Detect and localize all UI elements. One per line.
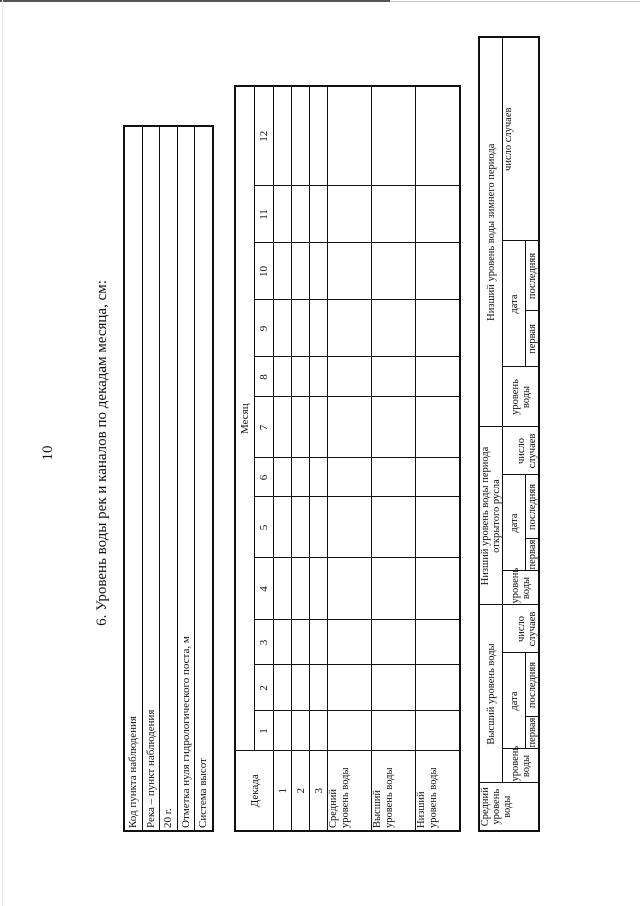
month-header: 4	[255, 558, 274, 620]
height-system-field[interactable]: Система высот	[195, 126, 213, 831]
value-cell[interactable]	[274, 620, 292, 665]
value-cell[interactable]	[292, 458, 310, 497]
value-cell[interactable]	[416, 397, 461, 458]
value-cell[interactable]	[292, 86, 310, 186]
last-date-subheader: последняя	[526, 653, 540, 717]
value-cell[interactable]	[416, 243, 461, 300]
value-cell[interactable]	[310, 357, 328, 397]
value-cell[interactable]	[310, 665, 328, 711]
value-cell[interactable]	[310, 86, 328, 186]
section-title: 6. Уровень воды рек и каналов по декадам месяца, см:	[94, 280, 110, 626]
month-header: 10	[255, 243, 274, 300]
value-cell[interactable]	[310, 458, 328, 497]
value-cell[interactable]	[328, 397, 372, 458]
first-date-subheader: первая	[526, 539, 538, 570]
low-open-channel-header: Низший уровень воды периода открытого русла	[479, 427, 503, 605]
value-cell[interactable]	[274, 558, 292, 620]
date-subheader: дата	[503, 653, 526, 749]
value-cell[interactable]	[310, 186, 328, 243]
value-cell[interactable]	[328, 86, 372, 186]
value-cell[interactable]	[372, 86, 416, 186]
value-cell[interactable]	[292, 620, 310, 665]
value-cell[interactable]	[328, 497, 372, 558]
month-header: 11	[255, 186, 274, 243]
value-cell[interactable]	[416, 186, 461, 243]
value-cell[interactable]	[292, 497, 310, 558]
value-cell[interactable]	[416, 458, 461, 497]
value-cell[interactable]	[416, 620, 461, 665]
value-cell[interactable]	[292, 558, 310, 620]
value-cell[interactable]	[310, 620, 328, 665]
highest-level-header: Высший уровень воды	[479, 605, 503, 783]
value-cell[interactable]	[274, 497, 292, 558]
low-winter-header: Низший уровень воды зимнего периода	[479, 37, 503, 427]
first-date-subheader: первая	[526, 311, 540, 367]
value-cell[interactable]	[328, 243, 372, 300]
page-number: 10	[40, 445, 56, 461]
value-cell[interactable]	[372, 397, 416, 458]
station-code-field[interactable]: Код пункта наблюдения	[124, 126, 142, 831]
value-cell[interactable]	[292, 300, 310, 357]
value-cell[interactable]	[310, 711, 328, 751]
value-cell[interactable]	[372, 620, 416, 665]
level-subheader: уровень воды	[503, 571, 540, 605]
value-cell[interactable]	[292, 357, 310, 397]
value-cell[interactable]	[274, 186, 292, 243]
value-cell[interactable]	[274, 397, 292, 458]
decade-row-label: 1	[274, 751, 292, 831]
decade-row-label: 3	[310, 751, 328, 831]
value-cell[interactable]	[416, 711, 461, 751]
value-cell[interactable]	[274, 86, 292, 186]
month-header: 1	[255, 711, 274, 751]
value-cell[interactable]	[274, 243, 292, 300]
value-cell[interactable]	[416, 300, 461, 357]
annual-summary-table	[478, 36, 540, 832]
value-cell[interactable]	[292, 711, 310, 751]
mean-level-row-label: Средний уровень воды	[328, 751, 372, 831]
count-subheader: число случаев	[503, 605, 540, 653]
date-subheader: дата	[503, 241, 526, 367]
year-field[interactable]: 20 г.	[160, 126, 178, 831]
value-cell[interactable]	[416, 497, 461, 558]
value-cell[interactable]	[416, 558, 461, 620]
value-cell[interactable]	[328, 458, 372, 497]
month-column-header: Месяц	[235, 86, 255, 751]
value-cell[interactable]	[372, 497, 416, 558]
value-cell[interactable]	[328, 357, 372, 397]
value-cell[interactable]	[372, 300, 416, 357]
value-cell[interactable]	[274, 357, 292, 397]
river-station-field[interactable]: Река – пункт наблюдения	[142, 126, 160, 831]
zero-mark-field[interactable]: Отметка нуля гидрологического поста, м	[177, 126, 195, 831]
station-info-table	[123, 125, 214, 832]
month-header: 6	[255, 458, 274, 497]
value-cell[interactable]	[310, 558, 328, 620]
last-date-subheader: последняя	[526, 475, 540, 539]
value-cell[interactable]	[328, 558, 372, 620]
count-subheader: число случаев	[503, 37, 540, 241]
value-cell[interactable]	[274, 665, 292, 711]
date-subheader: дата	[503, 475, 526, 571]
value-cell[interactable]	[328, 300, 372, 357]
count-subheader: число случаев	[503, 427, 540, 475]
value-cell[interactable]	[310, 300, 328, 357]
decade-level-table	[234, 85, 461, 832]
value-cell[interactable]	[274, 458, 292, 497]
month-header: 5	[255, 497, 274, 558]
mean-level-header: Средний уровень воды	[479, 783, 539, 831]
value-cell[interactable]	[372, 458, 416, 497]
month-header: 8	[255, 357, 274, 397]
level-subheader: уровень воды	[503, 749, 540, 783]
value-cell[interactable]	[416, 357, 461, 397]
month-header: 9	[255, 300, 274, 357]
value-cell[interactable]	[416, 665, 461, 711]
value-cell[interactable]	[372, 357, 416, 397]
value-cell[interactable]	[416, 86, 461, 186]
value-cell[interactable]	[274, 300, 292, 357]
last-date-subheader: последняя	[526, 241, 540, 311]
level-subheader: уровень воды	[503, 367, 540, 427]
decade-row-label: 2	[292, 751, 310, 831]
month-header: 12	[255, 86, 274, 186]
value-cell[interactable]	[310, 243, 328, 300]
value-cell[interactable]	[372, 558, 416, 620]
month-header: 7	[255, 397, 274, 458]
value-cell[interactable]	[372, 186, 416, 243]
high-level-row-label: Высший уровень воды	[372, 751, 416, 831]
value-cell[interactable]	[328, 186, 372, 243]
first-date-subheader: первая	[526, 717, 538, 748]
value-cell[interactable]	[372, 243, 416, 300]
value-cell[interactable]	[292, 186, 310, 243]
value-cell[interactable]	[274, 711, 292, 751]
decade-column-header: Декада	[235, 751, 274, 831]
value-cell[interactable]	[292, 243, 310, 300]
value-cell[interactable]	[292, 397, 310, 458]
value-cell[interactable]	[310, 497, 328, 558]
value-cell[interactable]	[372, 711, 416, 751]
month-header: 2	[255, 665, 274, 711]
value-cell[interactable]	[328, 711, 372, 751]
month-header: 3	[255, 620, 274, 665]
low-level-row-label: Низший уровень воды	[416, 751, 461, 831]
value-cell[interactable]	[328, 620, 372, 665]
value-cell[interactable]	[372, 665, 416, 711]
value-cell[interactable]	[328, 665, 372, 711]
value-cell[interactable]	[310, 397, 328, 458]
value-cell[interactable]	[292, 665, 310, 711]
